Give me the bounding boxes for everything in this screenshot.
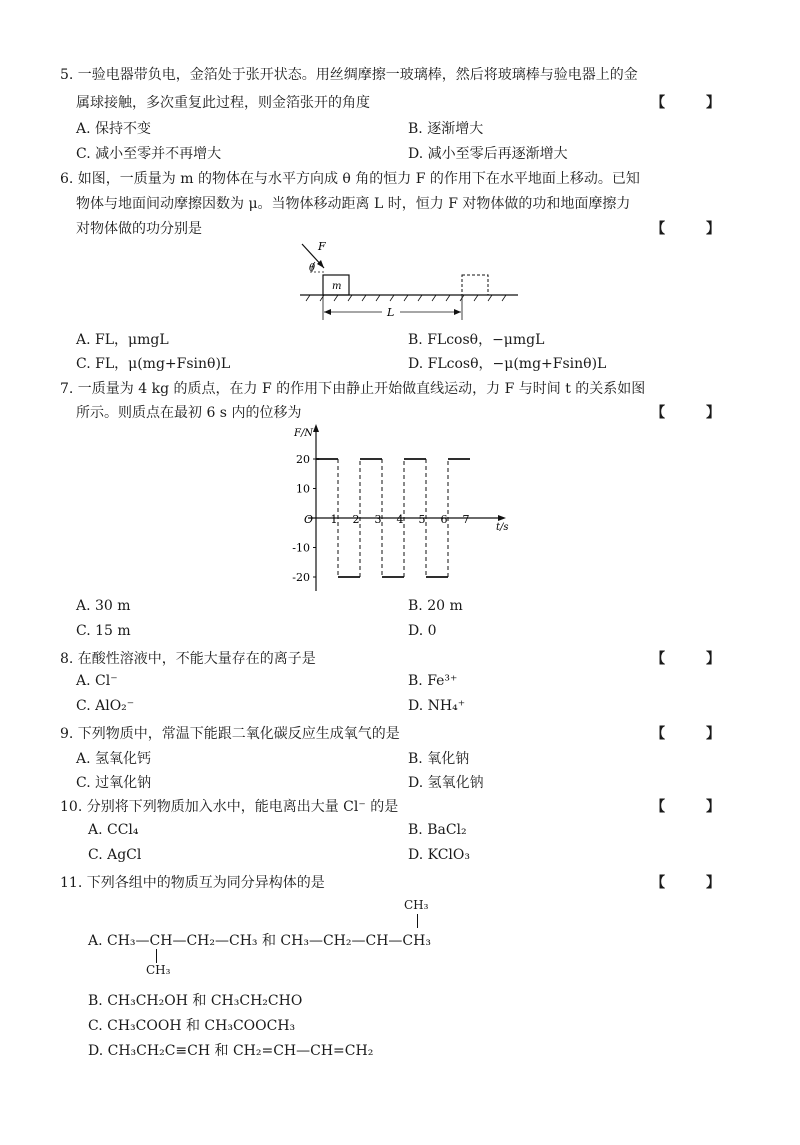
block-final-position xyxy=(462,275,488,295)
q9-option-c[interactable]: C. 过氧化钠 xyxy=(76,775,152,791)
q11-a-branch-bottom: CH₃ xyxy=(146,963,171,977)
q5-answer-bracket[interactable]: 【 】 xyxy=(651,95,738,111)
x-tick-label-5: 6 xyxy=(440,513,448,526)
q7-option-b[interactable]: B. 20 m xyxy=(408,598,463,614)
q11-a-branch-top: CH₃ xyxy=(404,898,429,912)
q10-option-d[interactable]: D. KClO₃ xyxy=(408,847,470,863)
q5-stem-line2: 属球接触，多次重复此过程，则金箔张开的角度 xyxy=(76,95,370,111)
q6-stem-line1: 6. 如图，一质量为 m 的物体在与水平方向成 θ 角的恒力 F 的作用下在水平地面上移动。已知 xyxy=(60,171,640,187)
q7-option-d[interactable]: D. 0 xyxy=(408,623,437,639)
q9-option-d[interactable]: D. 氢氧化钠 xyxy=(408,775,484,791)
q8-option-a[interactable]: A. Cl⁻ xyxy=(76,673,118,689)
q11-answer-bracket[interactable]: 【 】 xyxy=(651,875,738,891)
x-tick-label-1: 2 xyxy=(352,513,360,526)
x-tick-label-2: 3 xyxy=(374,513,382,526)
q8-option-d[interactable]: D. NH₄⁺ xyxy=(408,698,466,714)
ground-hatch xyxy=(306,295,506,301)
q11-option-d[interactable]: D. CH₃CH₂C≡CH 和 CH₂=CH—CH=CH₂ xyxy=(88,1043,374,1059)
q7-answer-bracket[interactable]: 【 】 xyxy=(651,405,738,421)
q11-stem: 11. 下列各组中的物质互为同分异构体的是 xyxy=(60,875,325,891)
force-label: F xyxy=(318,240,326,253)
y-tick-label-2: -10 xyxy=(292,541,310,555)
q6-option-c[interactable]: C. FL，μ(mg+Fsinθ)L xyxy=(76,356,231,372)
q11-a-bond-bottom xyxy=(156,949,157,963)
q6-option-b[interactable]: B. FLcosθ，−μmgL xyxy=(408,332,545,348)
angle-label: θ xyxy=(309,263,316,274)
q6-answer-bracket[interactable]: 【 】 xyxy=(651,221,738,237)
q10-option-a[interactable]: A. CCl₄ xyxy=(88,822,139,838)
q7-option-a[interactable]: A. 30 m xyxy=(76,598,131,614)
q6-stem-line2: 物体与地面间动摩擦因数为 μ。当物体移动距离 L 时，恒力 F 对物体做的功和地面摩擦力 xyxy=(76,196,631,212)
q5-option-c[interactable]: C. 减小至零并不再增大 xyxy=(76,146,222,162)
y-axis-arrow xyxy=(313,424,319,432)
q10-option-c[interactable]: C. AgCl xyxy=(88,847,142,863)
q7-stem-line2: 所示。则质点在最初 6 s 内的位移为 xyxy=(76,405,302,421)
q11-option-a[interactable]: A. CH₃—CH—CH₂—CH₃ 和 CH₃—CH₂—CH—CH₃ xyxy=(88,933,431,949)
q10-answer-bracket[interactable]: 【 】 xyxy=(651,799,738,815)
q7-option-c[interactable]: C. 15 m xyxy=(76,623,131,639)
q6-option-a[interactable]: A. FL，μmgL xyxy=(76,332,169,348)
y-tick-label-3: -20 xyxy=(292,571,310,584)
q9-option-b[interactable]: B. 氧化钠 xyxy=(408,751,470,767)
q10-stem: 10. 分别将下列物质加入水中，能电离出大量 Cl⁻ 的是 xyxy=(60,799,399,815)
q10-option-b[interactable]: B. BaCl₂ xyxy=(408,822,467,838)
q6-figure xyxy=(290,240,530,325)
q5-option-b[interactable]: B. 逐渐增大 xyxy=(408,121,484,137)
q5-stem-line1: 5. 一验电器带负电，金箔处于张开状态。用丝绸摩擦一玻璃棒，然后将玻璃棒与验电器上的金 xyxy=(60,67,638,83)
q5-option-a[interactable]: A. 保持不变 xyxy=(76,121,152,137)
y-tick-label-0: 20 xyxy=(296,453,310,466)
distance-label: L xyxy=(387,306,395,319)
q8-option-b[interactable]: B. Fe³⁺ xyxy=(408,673,458,689)
q9-option-a[interactable]: A. 氢氧化钙 xyxy=(76,751,152,767)
x-axis-arrow xyxy=(498,515,506,521)
q8-answer-bracket[interactable]: 【 】 xyxy=(651,651,738,667)
x-tick-label-6: 7 xyxy=(462,513,470,526)
y-axis-label: F/N xyxy=(294,428,314,439)
q11-a-bond-top xyxy=(417,914,418,928)
q5-option-d[interactable]: D. 减小至零后再逐渐增大 xyxy=(408,146,568,162)
x-tick-label-4: 5 xyxy=(418,513,426,526)
origin-label: O xyxy=(304,513,314,526)
q9-stem: 9. 下列物质中，常温下能跟二氧化碳反应生成氧气的是 xyxy=(60,726,400,742)
x-tick-label-3: 4 xyxy=(396,513,404,526)
q8-option-c[interactable]: C. AlO₂⁻ xyxy=(76,698,135,714)
q6-stem-line3: 对物体做的功分别是 xyxy=(76,221,202,237)
q9-answer-bracket[interactable]: 【 】 xyxy=(651,726,738,742)
q11-option-c[interactable]: C. CH₃COOH 和 CH₃COOCH₃ xyxy=(88,1018,296,1034)
q11-option-b[interactable]: B. CH₃CH₂OH 和 CH₃CH₂CHO xyxy=(88,993,303,1009)
q7-stem-line1: 7. 一质量为 4 kg 的质点，在力 F 的作用下由静止开始做直线运动，力 F 与时间 t 的关系如图 xyxy=(60,381,646,397)
force-time-chart xyxy=(280,422,540,604)
q6-option-d[interactable]: D. FLcosθ，−μ(mg+Fsinθ)L xyxy=(408,356,607,372)
x-axis-label: t/s xyxy=(496,522,509,533)
mass-label: m xyxy=(332,281,342,292)
x-tick-label-0: 1 xyxy=(330,513,338,526)
y-tick-label-1: 10 xyxy=(296,482,310,496)
q8-stem: 8. 在酸性溶液中，不能大量存在的离子是 xyxy=(60,651,316,667)
